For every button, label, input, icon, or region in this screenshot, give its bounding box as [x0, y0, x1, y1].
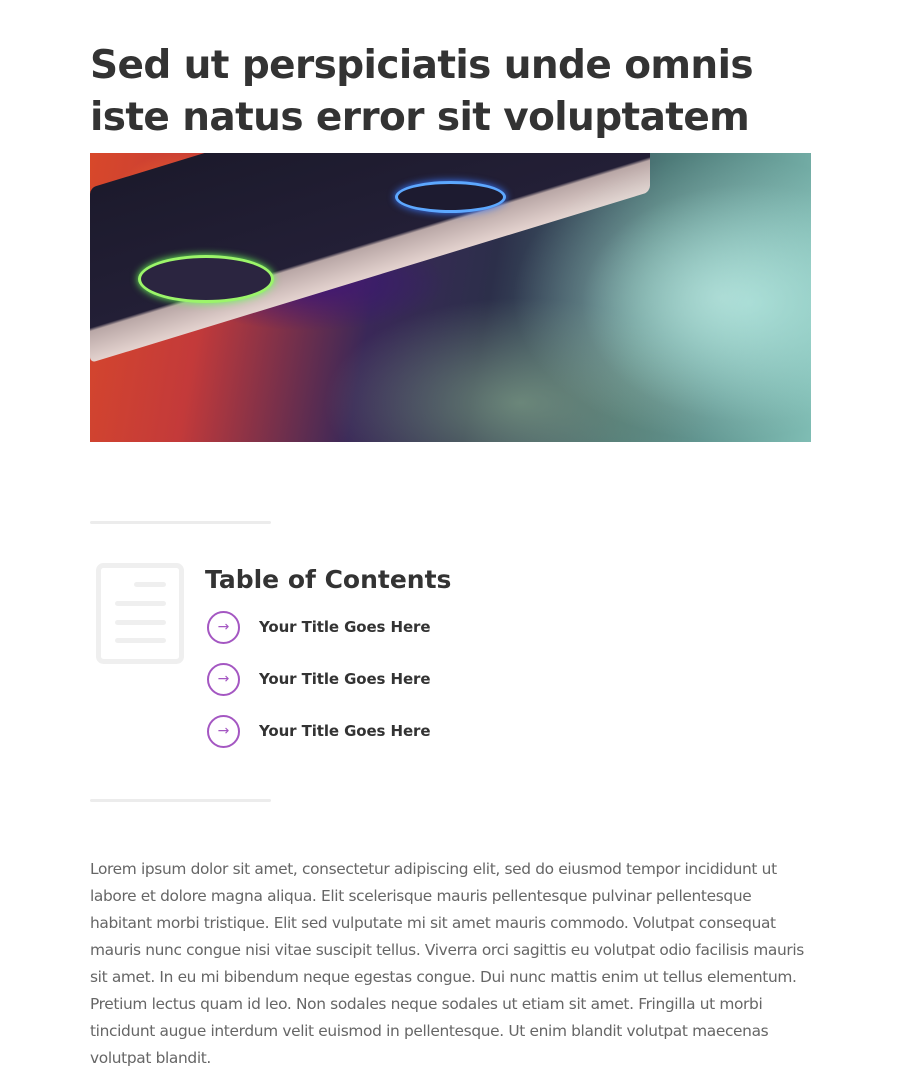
hero-image [90, 153, 811, 442]
document-icon [96, 563, 184, 664]
toc-item-1[interactable] [207, 608, 430, 646]
toc-item-label[interactable]: Your Title Goes Here [259, 722, 431, 740]
toc-item-label[interactable]: Your Title Goes Here [259, 618, 431, 636]
body-paragraph: Lorem ipsum dolor sit amet, consectetur adipiscing elit, sed do eiusmod tempor incididunt ut labore et dolore magna aliqua. Elit scelerisque mauris pellentesque pulvinar pellentesque habitant morbi tristique. Elit sed vulputate mi sit amet mauris commodo. Volutpat consequat mauris nunc congue nisi vitae suscipit tellus. Viverra orci sagittis eu volutpat odio facilisis mauris sit amet. In eu mi bibendum neque egestas congue. Dui nunc mattis enim ut tellus elementum. Pretium lectus quam id leo. Non sodales neque sodales ut etiam sit amet. Fringilla ut morbi tincidunt augue interdum velit euismod in pellentesque. Ut enim blandit volutpat maecenas volutpat blandit. [90, 860, 804, 1067]
arrow-right-circle-icon: → [207, 611, 240, 644]
toc-item-label[interactable]: Your Title Goes Here [259, 670, 431, 688]
jog-wheel-left [138, 255, 274, 303]
page-title: Sed ut perspiciatis unde omnis iste natus error sit voluptatem [90, 43, 753, 140]
toc-heading: Table of Contents [205, 565, 452, 594]
jog-wheel-right [395, 181, 506, 213]
arrow-right-circle-icon: → [207, 663, 240, 696]
divider-top [90, 521, 271, 524]
fog-overlay [511, 153, 811, 442]
arrow-right-circle-icon: → [207, 715, 240, 748]
toc-item-2[interactable] [207, 660, 430, 698]
toc-item-3[interactable] [207, 712, 430, 750]
divider-bottom [90, 799, 271, 802]
